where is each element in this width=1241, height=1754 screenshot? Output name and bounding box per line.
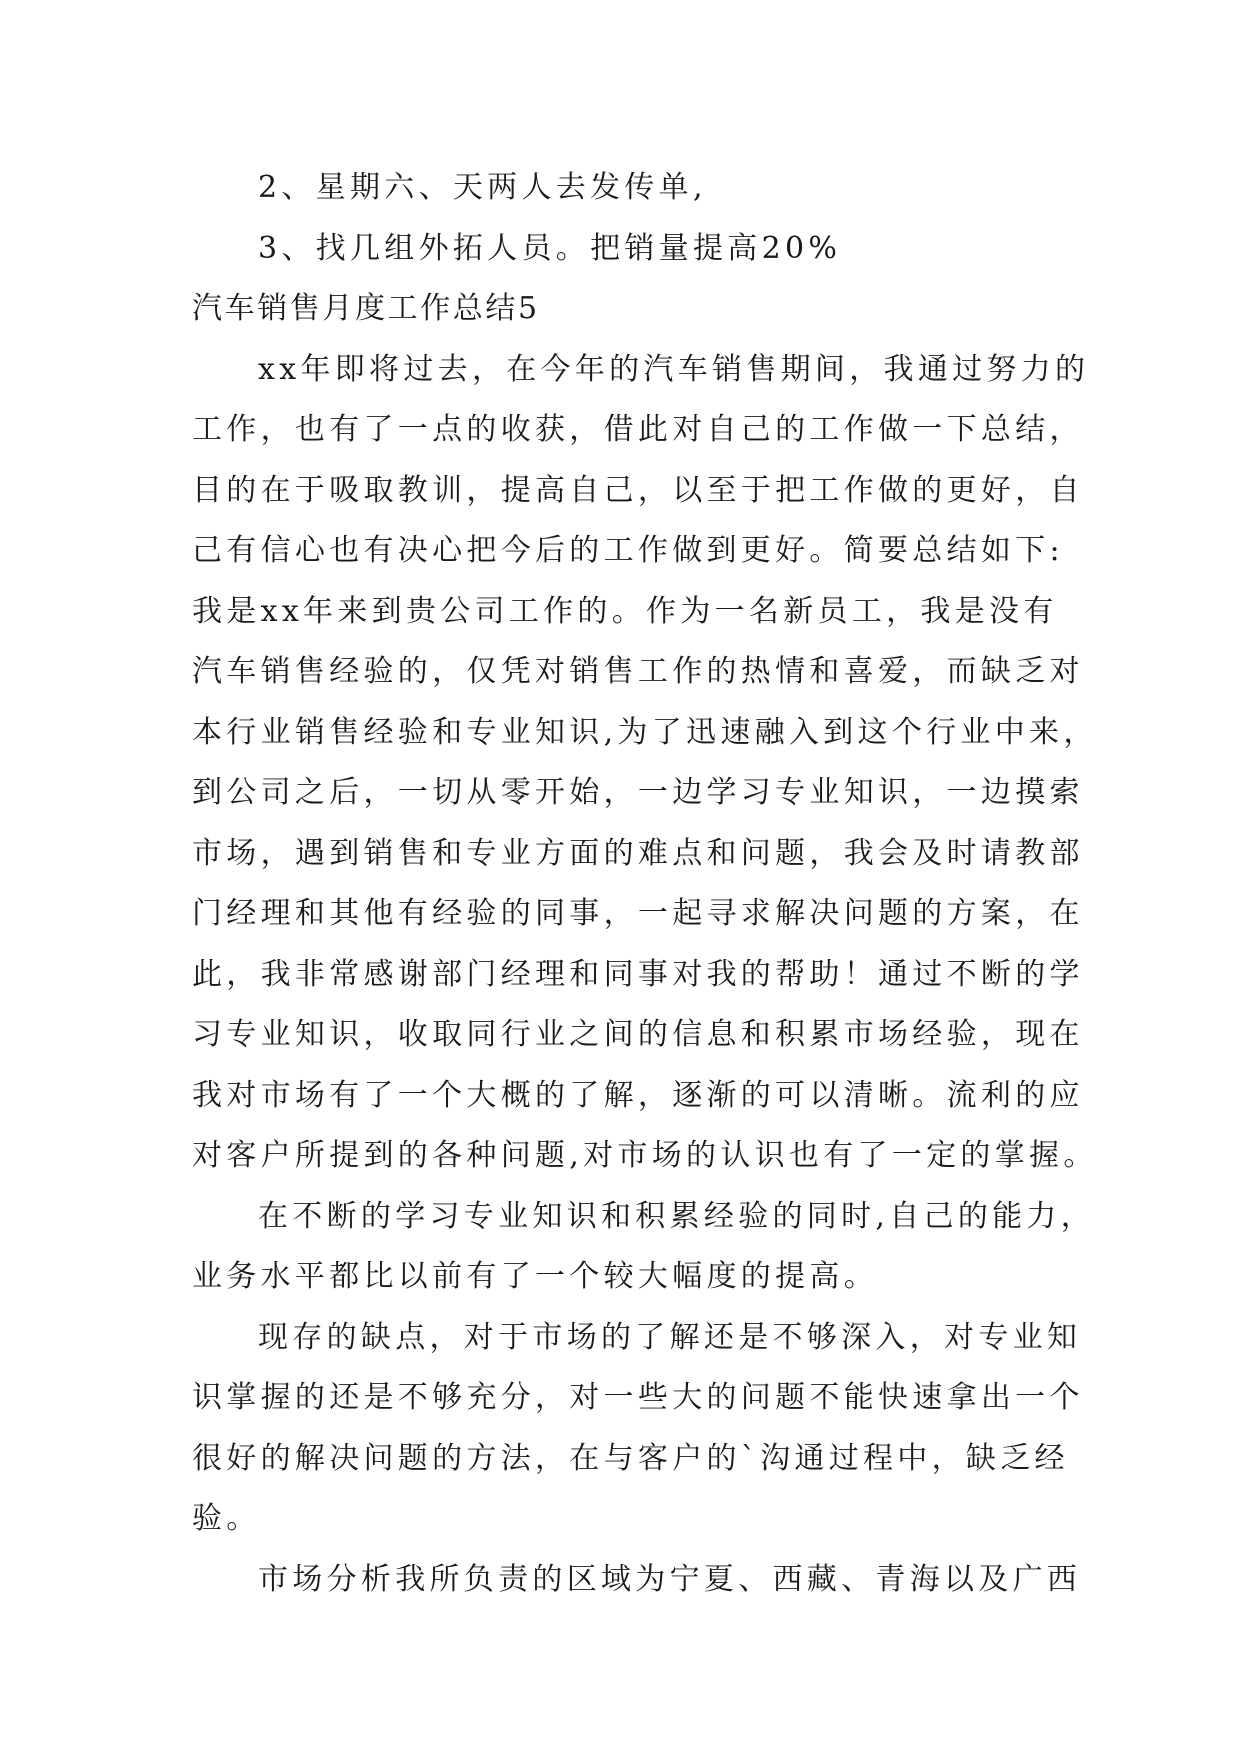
paragraph-line: 市场，遇到销售和专业方面的难点和问题，我会及时请教部: [192, 835, 1084, 871]
paragraph-line: 我是xx年来到贵公司工作的。作为一名新员工，我是没有: [192, 593, 1058, 629]
paragraph-line: 在不断的学习专业知识和积累经验的同时,自己的能力，: [258, 1198, 1096, 1234]
paragraph-line: 本行业销售经验和专业知识,为了迅速融入到这个行业中来，: [192, 714, 1098, 750]
section-title: 汽车销售月度工作总结5: [192, 291, 540, 326]
paragraph-line: 工作，也有了一点的收获，借此对自己的工作做一下总结，: [192, 412, 1084, 447]
paragraph-line: 到公司之后，一切从零开始，一边学习专业知识，一边摸索: [192, 775, 1084, 810]
paragraph-line: 现存的缺点，对于市场的了解还是不够深入，对专业知: [258, 1319, 1082, 1355]
paragraph-4: [192, 1550, 1082, 1611]
paragraph-line: 业务水平都比以前有了一个较大幅度的提高。: [192, 1259, 878, 1294]
document-body: [192, 158, 1098, 1610]
paragraph-line: 习专业知识，收取同行业之间的信息和积累市场经验，现在: [192, 1017, 1084, 1052]
paragraph-line: 对客户所提到的各种问题,对市场的认识也有了一定的掌握。: [192, 1138, 1098, 1173]
paragraph-1: [192, 340, 1098, 1187]
paragraph-line: 己有信心也有决心把今后的工作做到更好。简要总结如下:: [192, 533, 1064, 568]
paragraph-2: [192, 1187, 1096, 1308]
paragraph-line: 汽车销售经验的，仅凭对销售工作的热情和喜爱，而缺乏对: [192, 654, 1084, 689]
paragraph-line: 我对市场有了一个大概的了解，逐渐的可以清晰。流利的应: [192, 1077, 1084, 1113]
paragraph-line: 验。: [192, 1501, 261, 1536]
paragraph-line: xx年即将过去，在今年的汽车销售期间，我通过努力的: [258, 351, 1090, 387]
list-item: 2、星期六、天两人去发传单,: [258, 170, 707, 205]
paragraph-line: 识掌握的还是不够充分，对一些大的问题不能快速拿出一个: [192, 1380, 1084, 1415]
paragraph-line: 此，我非常感谢部门经理和同事对我的帮助！通过不断的学: [192, 956, 1084, 992]
paragraph-line: 目的在于吸取教训，提高自己，以至于把工作做的更好，自: [192, 472, 1084, 508]
paragraph-line: 很好的解决问题的方法，在与客户的`沟通过程中，缺乏经: [192, 1440, 1069, 1476]
paragraph-line: 市场分析我所负责的区域为宁夏、西藏、青海以及广西: [258, 1561, 1082, 1597]
paragraph-3: [192, 1308, 1084, 1550]
list-item: 3、找几组外拓人员。把销量提高20%: [258, 230, 842, 266]
paragraph-line: 门经理和其他有经验的同事，一起寻求解决问题的方案，在: [192, 896, 1084, 931]
